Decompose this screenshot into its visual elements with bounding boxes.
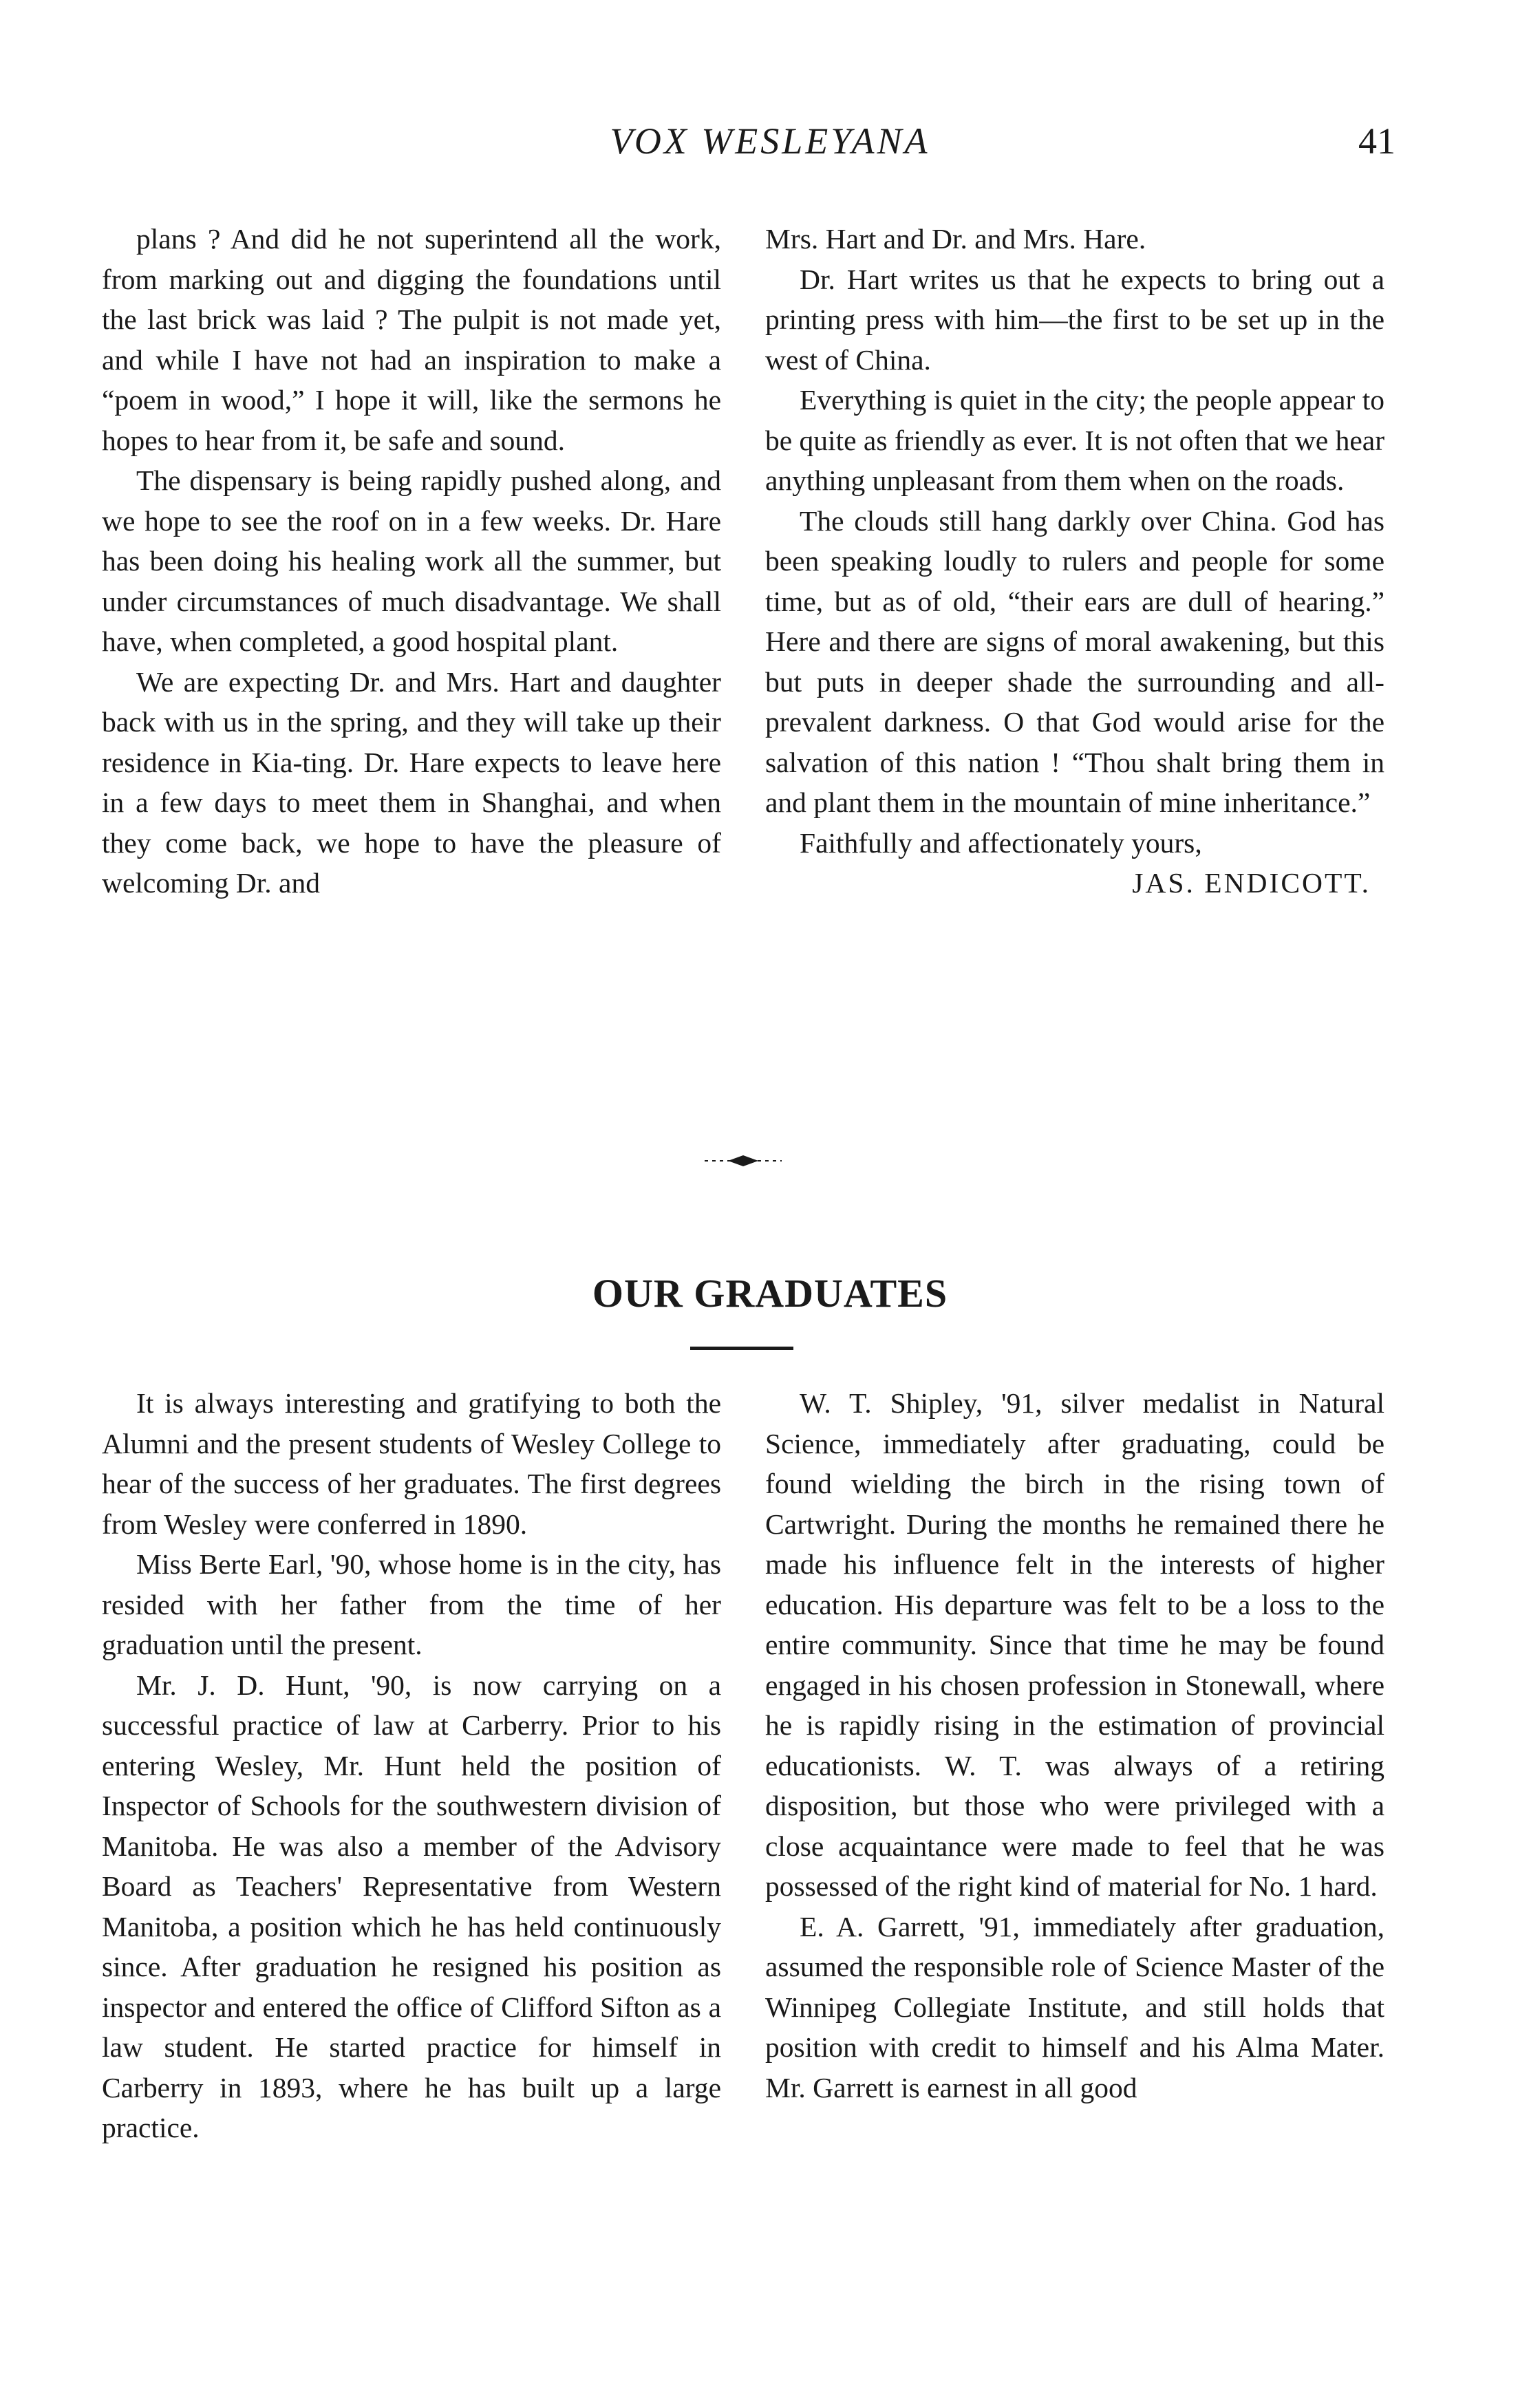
paragraph: E. A. Garrett, '91, immediately after graduation, assumed the responsible role of Science Master of the Winnipeg Collegiate Institute, and still holds that position with credit to himself and his Alma Mater. Mr. Garrett is earnest in all good	[765, 1910, 1384, 2103]
paragraph: Miss Berte Earl, '90, whose home is in the city, has resided with her father from the time of her graduation until the present.	[102, 1548, 721, 1660]
letter-closing: Faithfully and affectionately yours,	[800, 826, 1202, 859]
paragraph: It is always interesting and gratifying to both the Alumni and the present students of Wesley College to hear of the success of her graduates. The first degrees from Wesley were conferred in 1890.	[102, 1387, 721, 1540]
ornament-divider-icon	[702, 1150, 784, 1171]
graduates-right-column	[765, 1383, 1384, 2108]
paragraph: Mrs. Hart and Dr. and Mrs. Hare.	[765, 223, 1146, 255]
running-head	[0, 117, 1540, 165]
paragraph: The dispensary is being rapidly pushed along, and we hope to see the roof on in a few weeks. Dr. Hare has been doing his healing work all the summer, but under circumstances of much disadvantage. We shall have, when completed, a good hospital plant.	[102, 464, 721, 657]
paragraph: Mr. J. D. Hunt, '90, is now carrying on a successful practice of law at Carberry. Prior to his entering Wesley, Mr. Hunt held the position of Inspector of Schools for the southwestern division of Manitoba. He was also a member of the Advisory Board as Teachers' Representative from Western Manitoba, a position which he has held continuously since. After graduation he resigned his position as inspector and entered the office of Clifford Sifton as a law student. He started practice for himself in Carberry in 1893, where he has built up a large practice.	[102, 1669, 721, 2143]
journal-title: VOX WESLEYANA	[610, 120, 930, 162]
paragraph: W. T. Shipley, '91, silver medalist in Natural Science, immediately after graduating, could be found wielding the birch in the rising town of Cartwright. During the months he remained there he made his influence felt in the interests of higher education. His departure was felt to be a loss to the entire community. Since that time he may be found engaged in his chosen profession in Stonewall, where he is rapidly rising in the estimation of provincial educationists. W. T. was always of a retiring disposition, but those who were privileged with a close acquaintance were made to feel that he was possessed of the right kind of material for No. 1 hard.	[765, 1387, 1384, 1902]
section-heading: OUR GRADUATES	[592, 1271, 948, 1316]
paragraph: plans ? And did he not superintend all the work, from marking out and digging the foundations until the last brick was laid ? The pulpit is not made yet, and while I have not had an inspiration to make a “poem in wood,” I hope it will, like the sermons he hopes to hear from it, be safe and sound.	[102, 223, 721, 456]
graduates-left-column	[102, 1383, 721, 2148]
paragraph: Dr. Hart writes us that he expects to bring out a printing press with him—the first to be set up in the west of China.	[765, 263, 1384, 376]
letter-left-column	[102, 219, 721, 903]
paragraph: The clouds still hang darkly over China. God has been speaking loudly to rulers and people for some time, but as of old, “their ears are dull of hearing.” Here and there are signs of moral awakening, but this but puts in deeper shade the surrounding and all-prevalent darkness. O that God would arise for the salvation of this nation ! “Thou shalt bring them in and plant them in the mountain of mine inheritance.”	[765, 504, 1384, 818]
paragraph: We are expecting Dr. and Mrs. Hart and daughter back with us in the spring, and they will take up their residence in Kia-ting. Dr. Hare expects to leave here in a few days to meet them in Shanghai, and when they come back, we hope to have the pleasure of welcoming Dr. and	[102, 665, 721, 899]
page-number: 41	[1358, 120, 1395, 162]
paragraph: Everything is quiet in the city; the people appear to be quite as friendly as ever. It is not often that we hear anything unpleasant from them when on the roads.	[765, 384, 1385, 496]
letter-right-column	[765, 219, 1384, 903]
letter-signature: JAS. ENDICOTT.	[1132, 867, 1371, 899]
heading-rule	[690, 1347, 793, 1350]
